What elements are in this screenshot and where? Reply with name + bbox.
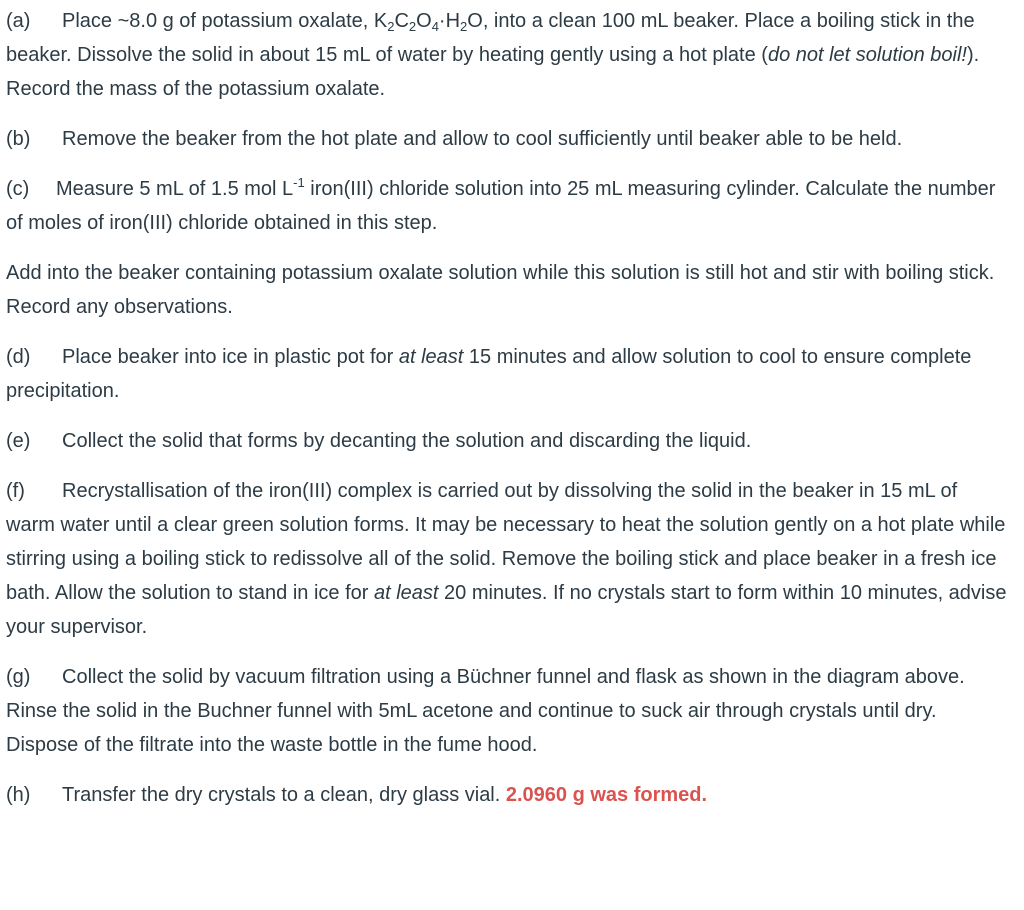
step-a-sub-4: 2 <box>460 19 468 34</box>
step-a-text-1: Place ~8.0 g of potassium oxalate, K <box>62 10 388 32</box>
step-c-text-1: Measure 5 mL of 1.5 mol L <box>56 178 294 200</box>
step-add-text: Add into the beaker containing potassium oxalate solution while this solution is still hot and stir with boiling stick. Record any observations. <box>6 262 995 318</box>
step-a-text-4: ·H <box>438 10 461 32</box>
step-c-label: (c) <box>6 178 30 200</box>
step-f-text-2: 20 minutes. If no crystals start to form within 10 minutes, advise your supervisor. <box>6 582 1007 638</box>
step-f-emphasis: at least <box>374 582 439 604</box>
result-mass: 2.0960 g was formed. <box>505 784 708 806</box>
step-g-label: (g) <box>6 666 31 688</box>
step-h-text: Transfer the dry crystals to a clean, dry glass vial. <box>62 784 506 806</box>
step-e <box>6 424 1010 458</box>
step-a-sub-3: 4 <box>431 19 439 34</box>
step-d-text-1: Place beaker into ice in plastic pot for <box>62 346 399 368</box>
step-d-label: (d) <box>6 346 31 368</box>
step-h-label: (h) <box>6 784 31 806</box>
step-h <box>6 778 1010 812</box>
step-b-text: Remove the beaker from the hot plate and allow to cool sufficiently until beaker able to be held. <box>62 128 903 150</box>
procedure-document <box>6 4 1010 828</box>
step-f <box>6 474 1010 644</box>
step-a <box>6 4 1010 106</box>
step-c-sup: -1 <box>293 175 305 190</box>
step-a-emphasis: do not let solution boil! <box>767 44 967 66</box>
step-f-label: (f) <box>6 480 25 502</box>
step-c <box>6 172 1010 240</box>
step-d-text-2: 15 minutes and allow solution to cool to ensure complete precipitation. <box>6 346 972 402</box>
step-g-text: Collect the solid by vacuum filtration using a Büchner funnel and flask as shown in the diagram above. Rinse the solid in the Buchner funnel with 5mL acetone and continue to suck air through crystals until dry. Dispose of the filtrate into the waste bottle in the fume hood. <box>6 666 965 756</box>
step-c-text-2: iron(III) chloride solution into 25 mL measuring cylinder. Calculate the number of moles of iron(III) chloride obtained in this step. <box>6 178 996 234</box>
step-a-sub-1: 2 <box>387 19 395 34</box>
step-b-label: (b) <box>6 128 31 150</box>
step-add <box>6 256 1010 324</box>
step-a-text-5: O, into a clean 100 mL beaker. Place a boiling stick in the beaker. Dissolve the solid in about 15 mL of water by heating gently using a hot plate ( <box>6 10 975 66</box>
step-e-label: (e) <box>6 430 31 452</box>
step-e-text: Collect the solid that forms by decanting the solution and discarding the liquid. <box>62 430 752 452</box>
step-b <box>6 122 1010 156</box>
step-a-text-6: ). Record the mass of the potassium oxalate. <box>6 44 980 100</box>
step-a-label: (a) <box>6 10 31 32</box>
step-a-text-3: O <box>416 10 432 32</box>
step-g <box>6 660 1010 762</box>
step-d <box>6 340 1010 408</box>
step-a-text-2: C <box>394 10 409 32</box>
step-d-emphasis: at least <box>398 346 464 368</box>
step-a-sub-2: 2 <box>408 19 417 34</box>
step-f-text-1: Recrystallisation of the iron(III) complex is carried out by dissolving the solid in the beaker in 15 mL of warm water until a clear green solution forms. It may be necessary to heat the solution gently on a hot plate while stirring using a boiling stick to redissolve all of the solid. Remove the boiling stick and place beaker in a fresh ice bath. Allow the solution to stand in ice for <box>6 480 1006 604</box>
